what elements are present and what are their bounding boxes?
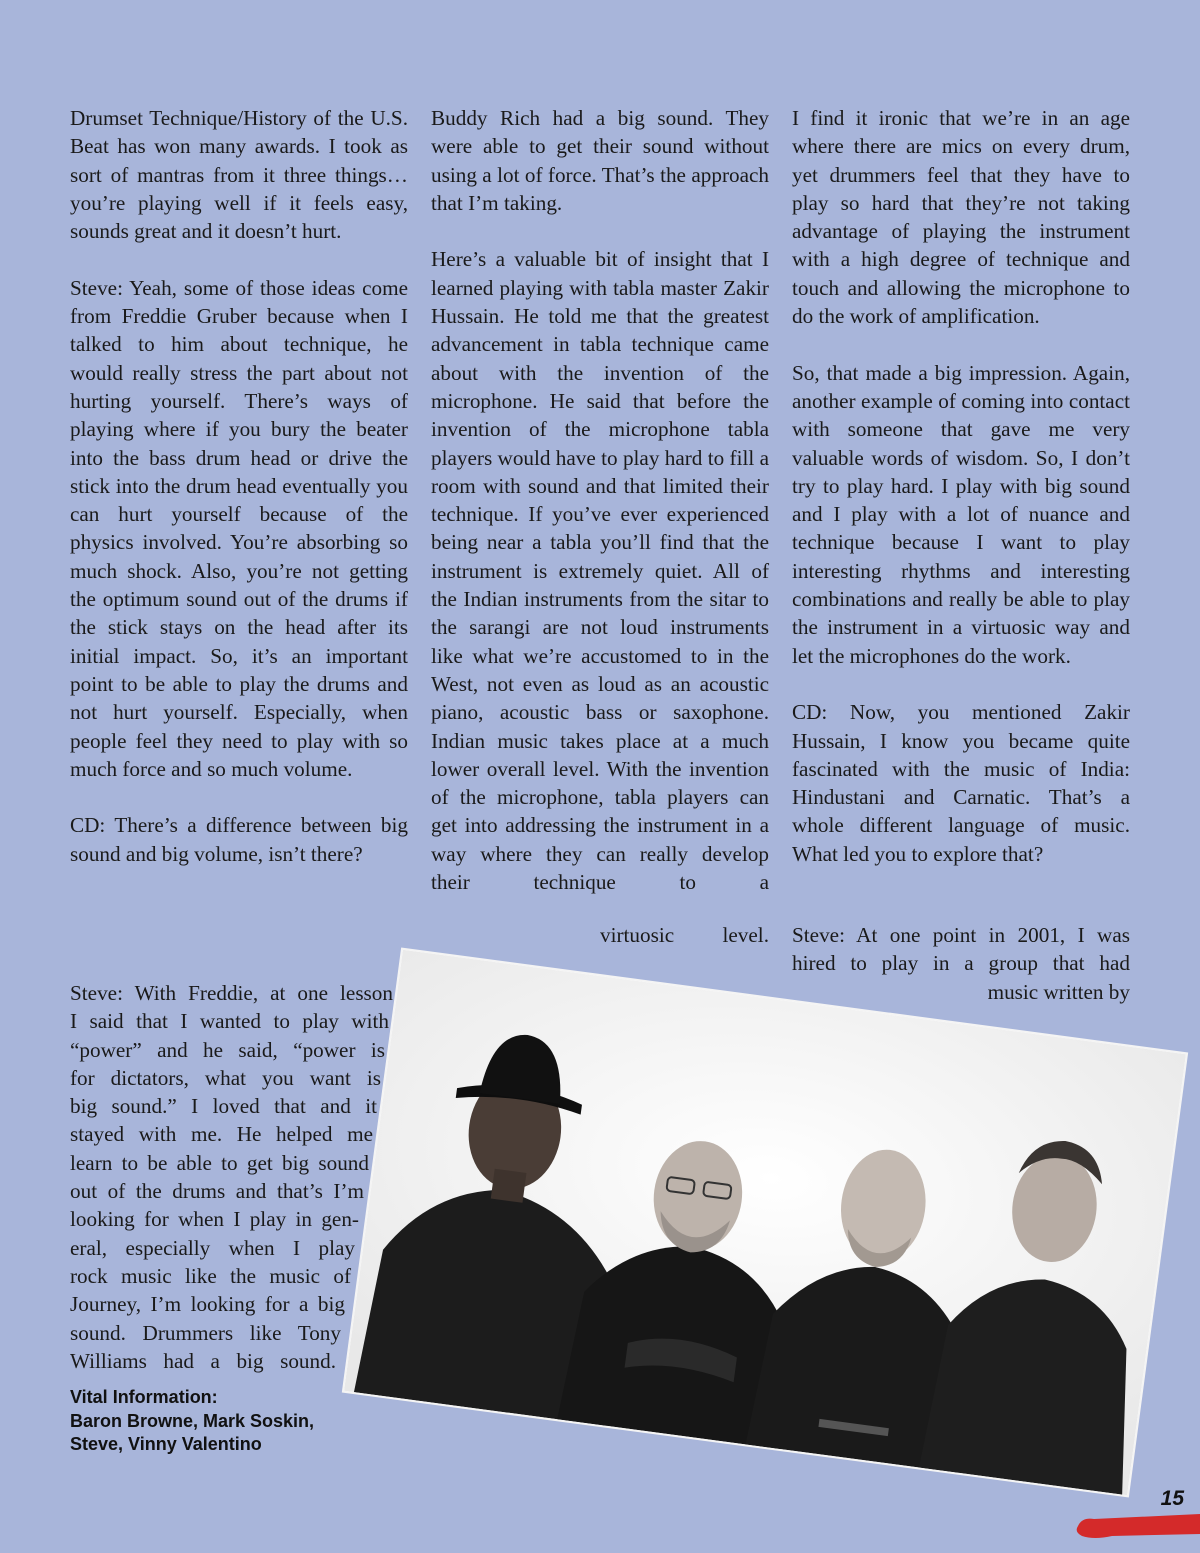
- text-line: sound. Drummers like Tony: [70, 1320, 341, 1345]
- text-line: looking for when I play in gen-: [70, 1207, 359, 1232]
- caption-heading: Vital Information:: [70, 1387, 218, 1407]
- page-number: 15: [1160, 1487, 1184, 1510]
- paragraph: CD: There’s a difference between big sound and big volume, isn’t there?: [70, 813, 408, 866]
- paragraph: Here’s a valuable bit of insight that I learned playing with tabla master Zakir Hussain. He told me that the greatest advancement in tabla technique came about with the invention of the microphone. He said that before the invention of the microphone tabla players would have to play hard to fill a room with sound and that limited their technique. If you’ve ever experienced being near a tabla you’ll find that the instrument is extremely quiet. All of the Indian instruments from the sitar to the sarangi are not loud instruments like what we’re accustomed to in the West, not even as loud as an acoustic piano, acoustic bass or saxophone. Indian music takes place at a much lower overall level. With the invention of the microphone, tabla players can get into addressing the instrument in a way where they can really develop their technique to a: [431, 247, 769, 895]
- paragraph: Drumset Technique/History of the U.S. Beat has won many awards. I took as sort of mantras from it three things…you’re playing well if it feels easy, sounds great and it doesn’t hurt.: [70, 106, 408, 244]
- tail-word: virtuosic: [600, 923, 675, 947]
- text-line: Steve: With Freddie, at one lesson: [70, 981, 393, 1005]
- text-line: big sound.” I loved that and it: [70, 1094, 377, 1119]
- text-line: out of the drums and that’s I’m: [70, 1179, 364, 1204]
- text-line: eral, especially when I play: [70, 1235, 355, 1260]
- text-line: I said that I wanted to play with: [70, 1009, 389, 1034]
- article-column-1-wrap: [70, 979, 393, 1375]
- text-line: “power” and he said, “power is: [70, 1037, 385, 1062]
- paragraph: Steve: Yeah, some of those ideas come from Freddie Gruber because when I talked to him about technique, he would really stress the part about not hurting yourself. There’s ways of playing where if you bury the beater into the bass drum head or drive the stick into the drum head eventually you can hurt yourself because of the physics involved. You’re absorbing so much shock. Also, you’re not getting the optimum sound out of the drums if the stick stays on the head after its initial impact. So, it’s an important point to be able to play the drums and not hurt yourself. Especially, when people feel they need to play with so much force and so much volume.: [70, 275, 408, 781]
- paragraph: So, that made a big impression. Again, another example of coming into contact with someone that gave me very valuable words of wisdom. So, I don’t try to play hard. I play with big sound and I play with a lot of nuance and technique because I want to play interesting rhythms and interesting combinations and really be able to play the instrument in a virtuosic way and let the microphones do the work.: [792, 360, 1130, 668]
- article-column-2: [431, 104, 769, 896]
- article-column-3: [792, 104, 1130, 868]
- photo-caption: [70, 1386, 370, 1457]
- text-line: stayed with me. He helped me: [70, 1122, 373, 1147]
- caption-line: Steve, Vinny Valentino: [70, 1434, 262, 1454]
- text-line: Journey, I’m looking for a big: [70, 1292, 345, 1317]
- band-photo: [344, 950, 1186, 1496]
- text-line: hired to play in a group that had: [792, 951, 1130, 976]
- paragraph: Buddy Rich had a big sound. They were able to get their sound without using a lot of force. That’s the approach that I’m taking.: [431, 106, 769, 215]
- article-column-1: [70, 104, 408, 868]
- red-brush-stroke: [1072, 1510, 1200, 1540]
- caption-line: Baron Browne, Mark Soskin,: [70, 1410, 315, 1431]
- text-line: Steve: At one point in 2001, I was: [792, 923, 1130, 947]
- tail-word: level.: [722, 923, 769, 947]
- text-line: for dictators, what you want is: [70, 1065, 381, 1090]
- paragraph: I find it ironic that we’re in an age where there are mics on every drum, yet drummers feel that they have to play so hard that they’re not taking advantage of playing the instrument with a high degree of technique and touch and allowing the microphone to do the work of amplification.: [792, 106, 1130, 329]
- text-line: rock music like the music of: [70, 1263, 351, 1288]
- text-line: learn to be able to get big sound: [70, 1150, 369, 1175]
- text-line: music written by: [987, 979, 1130, 1004]
- article-column-2-tail: [600, 921, 769, 949]
- paragraph: CD: Now, you mentioned Zakir Hussain, I know you became quite fascinated with the music of India: Hindustani and Carnatic. That’s a whole different language of music. What led you to explore that?: [792, 700, 1130, 866]
- text-line: Williams had a big sound.: [70, 1348, 336, 1373]
- article-column-3-tail: [792, 921, 1130, 1006]
- band-photo-illustration: [344, 950, 1186, 1496]
